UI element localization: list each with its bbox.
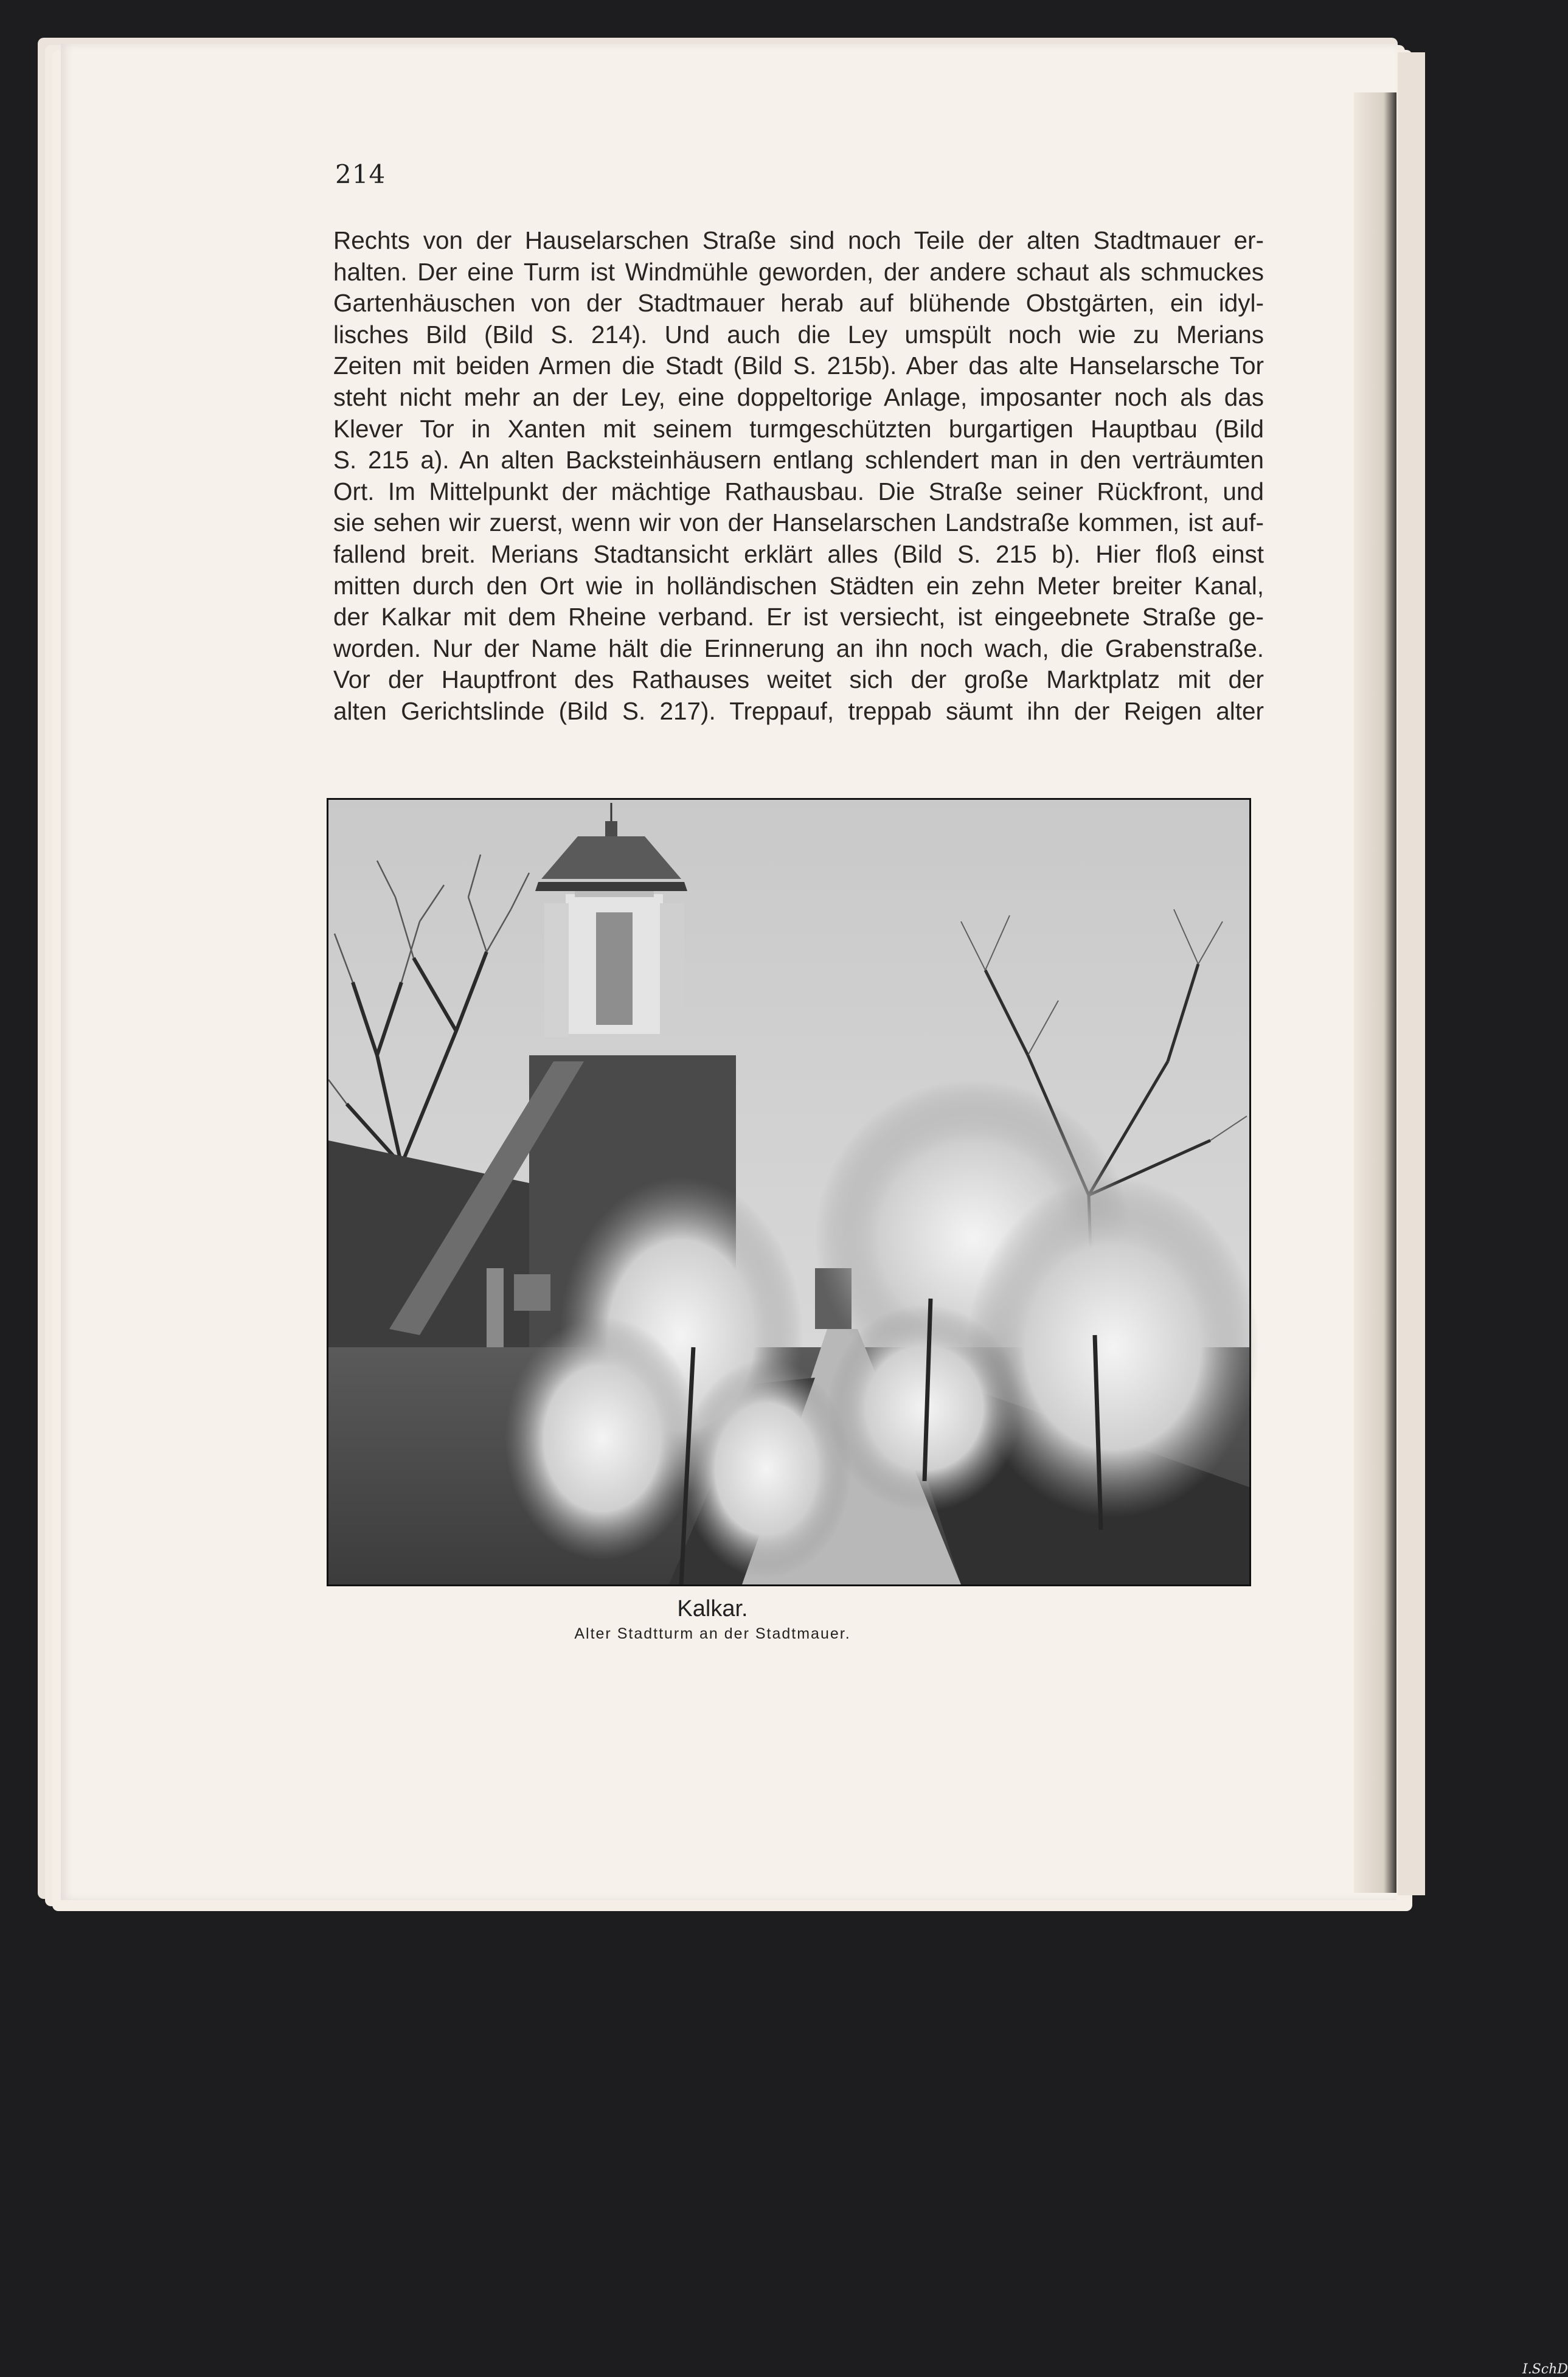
- text-line: Vor der Hauptfront des Rathauses weitet sich der große Marktplatz mit der: [333, 665, 1264, 694]
- text-line: Klever Tor in Xanten mit seinem turmgeschützten burgartigen Hauptbau (Bild: [333, 414, 1264, 443]
- text-line: Ort. Im Mittelpunkt der mächtige Rathausbau. Die Straße seiner Rückfront, und: [333, 477, 1264, 505]
- text-line: lisches Bild (Bild S. 214). Und auch die Ley umspült noch wie zu Merians: [333, 320, 1264, 349]
- photo-illustration: [328, 800, 1249, 1584]
- figure-caption-subtitle: Alter Stadtturm an der Stadtmauer.: [574, 1625, 851, 1642]
- text-line: worden. Nur der Name hält die Erinnerung an ihn noch wach, die Grabenstraße.: [333, 634, 1264, 662]
- text-line: alten Gerichtslinde (Bild S. 217). Treppauf, treppab säumt ihn der Reigen alter: [333, 696, 1264, 725]
- text-line: fallend breit. Merians Stadtansicht erklärt alles (Bild S. 215 b). Hier floß einst: [333, 540, 1264, 568]
- text-line: der Kalkar mit dem Rheine verband. Er ist versiecht, ist eingeebnete Straße ge-: [333, 603, 1264, 631]
- body-text: [333, 225, 1264, 727]
- text-line: Zeiten mit beiden Armen die Stadt (Bild S. 215b). Aber das alte Hanselarsche Tor: [333, 352, 1264, 380]
- engraver-signature: I.SchD: [1522, 2362, 1568, 2377]
- text-line: S. 215 a). An alten Backsteinhäusern entlang schlendert man in den verträumten: [333, 446, 1264, 474]
- figure-caption-title: Kalkar.: [677, 1596, 748, 1622]
- text-line: mitten durch den Ort wie in holländischen Städten ein zehn Meter breiter Kanal,: [333, 571, 1264, 600]
- text-line: Gartenhäuschen von der Stadtmauer herab auf blühende Obstgärten, ein idyl-: [333, 289, 1264, 318]
- text-line: steht nicht mehr an der Ley, eine doppeltorige Anlage, imposanter noch als das: [333, 383, 1264, 411]
- text-line: Rechts von der Hauselarschen Straße sind noch Teile der alten Stadtmauer er-: [333, 226, 1264, 254]
- page-number: 214: [335, 159, 386, 189]
- text-line: halten. Der eine Turm ist Windmühle geworden, der andere schaut als schmuckes: [333, 257, 1264, 286]
- page-gutter: [1354, 92, 1396, 1893]
- text-line: sie sehen wir zuerst, wenn wir von der Hanselarschen Landstraße kommen, ist auf-: [333, 508, 1264, 537]
